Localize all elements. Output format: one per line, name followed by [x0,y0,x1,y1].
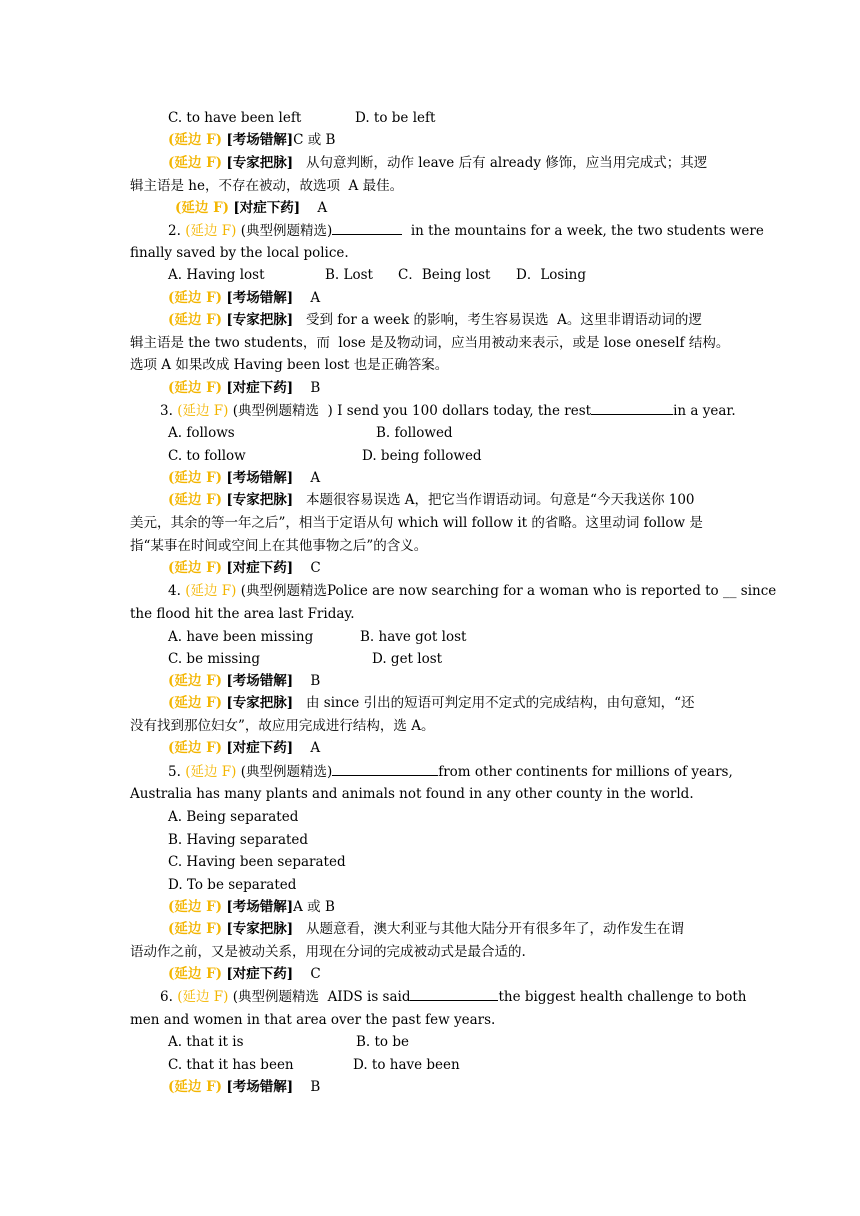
q4-options-ab [168,627,467,647]
region-tag: (延边 F) [168,312,223,328]
q5-option-c: C. Having been separated [168,854,346,870]
q3-stem-text-end: in a year. [673,403,736,419]
q6-stem-line1 [160,986,747,1007]
q4-option-b: B. have got lost [360,629,467,645]
q5-option-a: A. Being separated [168,809,299,825]
region-tag: (延边 F) [168,1079,223,1095]
q2-expert-line3: 选项 A 如果改成 Having been lost 也是正确答案。 [130,357,449,373]
q3-error-answer: A [310,470,321,486]
q5-cure-line [168,964,321,984]
q4-expert-line2: 没有找到那位妇女”，故应用完成进行结构，选 A。 [130,718,435,734]
region-tag: (延边 F) [168,492,223,508]
q2-option-b: B. Lost [325,267,373,283]
region-tag: (延边 F) [168,155,223,171]
q4-error-line [168,671,320,691]
error-label: [考场错解] [226,673,294,689]
q1-expert-text: 从句意判断，动作 leave 后有 already 修饰，应当用完成式；其逻 [306,155,708,171]
region-tag: (延边 F) [168,290,223,306]
q1-cure-line [175,198,327,218]
q1-error-answer: C 或 B [293,132,336,148]
q3-expert-text: 本题很容易误选 A，把它当作谓语动词。句意是“今天我送你 100 [306,492,695,508]
region-tag: (延边 F) [175,200,230,216]
q3-option-a: A. follows [168,425,235,441]
q3-options-ab [168,423,453,443]
q2-expert-line2: 辑主语是 the two students，而 lose 是及物动词，应当用被动来表示，或是 lose oneself 结构。 [130,335,730,351]
answer-blank [332,220,402,235]
question-number: 4. [168,583,181,599]
q3-error-line [168,468,320,488]
q2-expert-text: 受到 for a week 的影响，考生容易误选 A。这里非谓语动词的逻 [306,312,702,328]
expert-label: [专家把脉] [226,695,294,711]
cure-label: [对症下药] [226,966,294,982]
q6-option-d: D. to have been [353,1057,460,1073]
expert-label: [专家把脉] [226,155,294,171]
error-label: [考场错解] [226,470,294,486]
q4-option-d: D. get lost [372,651,443,667]
q5-error-line [168,897,335,917]
q4-expert-line1 [168,693,695,713]
q5-expert-text: 从题意看，澳大利亚与其他大陆分开有很多年了，动作发生在谓 [306,921,685,937]
question-source: (典型例题精选 [240,583,327,599]
q4-option-c: C. be missing [168,651,260,667]
error-label: [考场错解] [226,899,294,915]
answer-blank [332,761,438,776]
error-label: [考场错解] [226,290,294,306]
q6-stem-text-end: the biggest health challenge to both [498,989,747,1005]
q5-option-d: D. To be separated [168,877,297,893]
q1-options-cd [168,108,436,128]
question-number: 6. [160,989,173,1005]
q4-options-cd [168,649,443,669]
region-tag: (延边 F) [168,380,223,396]
q6-error-line [168,1077,320,1097]
q5-expert-line2: 语动作之前，又是被动关系，用现在分词的完成被动式是最合适的. [130,944,526,960]
error-label: [考场错解] [226,1079,294,1095]
q3-option-d: D. being followed [362,448,482,464]
region-tag: (延边 F) [185,764,237,780]
q1-option-d: D. to be left [355,110,436,126]
region-tag: (延边 F) [185,583,237,599]
question-source: (典型例题精选 ) [232,403,333,419]
q2-cure-answer: B [310,380,321,396]
q3-option-b: B. followed [376,425,453,441]
question-number: 5. [168,764,181,780]
region-tag: (延边 F) [168,695,223,711]
q2-stem-line2: finally saved by the local police. [130,245,349,261]
cure-label: [对症下药] [226,560,294,576]
region-tag: (延边 F) [168,470,223,486]
q4-cure-line [168,738,320,758]
q2-stem-text: in the mountains for a week, the two students were [410,223,764,239]
q4-stem-line2: the flood hit the area last Friday. [130,606,355,622]
q1-expert-line1 [168,153,707,173]
q5-stem-line1 [168,761,733,782]
q3-expert-line3: 指“某事在时间或空间上在其他事物之后”的含义。 [130,538,428,554]
region-tag: (延边 F) [168,560,223,576]
q2-error-answer: A [310,290,321,306]
region-tag: (延边 F) [185,223,237,239]
q3-stem-text: I send you 100 dollars today, the rest [337,403,592,419]
q1-cure-answer: A [317,200,328,216]
q3-expert-line1 [168,490,695,510]
q3-option-c: C. to follow [168,448,246,464]
q2-cure-line [168,378,320,398]
question-source: (典型例题精选) [240,223,333,239]
q4-stem-text: Police are now searching for a woman who is reported to __ since [326,583,777,599]
expert-label: [专家把脉] [226,312,294,328]
q4-option-a: A. have been missing [168,629,314,645]
q6-options-ab [168,1032,409,1052]
region-tag: (延边 F) [168,673,223,689]
q6-option-a: A. that it is [168,1034,244,1050]
q2-option-d: D．Losing [516,267,586,283]
question-number: 2. [168,223,181,239]
answer-blank [410,986,498,1001]
q2-options [168,265,586,285]
expert-label: [专家把脉] [226,921,294,937]
q2-option-c: C．Being lost [398,267,491,283]
q4-expert-text: 由 since 引出的短语可判定用不定式的完成结构，由句意知，“还 [306,695,695,711]
error-label: [考场错解] [226,132,294,148]
expert-label: [专家把脉] [226,492,294,508]
q4-cure-answer: A [310,740,321,756]
q2-error-line [168,288,320,308]
q1-option-c: C. to have been left [168,110,302,126]
region-tag: (延边 F) [168,921,223,937]
q2-expert-line1 [168,310,702,330]
q2-option-a: A. Having lost [168,267,265,283]
question-source: (典型例题精选 [232,989,319,1005]
region-tag: (延边 F) [168,899,223,915]
q5-stem-line2: Australia has many plants and animals not found in any other county in the world. [130,786,694,802]
region-tag: (延边 F) [168,132,223,148]
question-number: 3. [160,403,173,419]
q5-cure-answer: C [310,966,321,982]
q6-option-c: C. that it has been [168,1057,294,1073]
q3-cure-answer: C [310,560,321,576]
region-tag: (延边 F) [168,966,223,982]
q3-expert-line2: 美元，其余的等一年之后”，相当于定语从句 which will follow it 的省略。这里动词 follow 是 [130,515,703,531]
q6-option-b: B. to be [356,1034,409,1050]
region-tag: (延边 F) [177,403,229,419]
q5-stem-text: from other continents for millions of years, [438,764,733,780]
q1-error-line [168,130,335,150]
answer-blank [591,400,673,415]
q6-stem-line2: men and women in that area over the past few years. [130,1012,496,1028]
cure-label: [对症下药] [233,200,301,216]
q3-options-cd [168,446,482,466]
q5-error-answer: A 或 B [293,899,335,915]
q3-stem-line1 [160,400,736,421]
cure-label: [对症下药] [226,380,294,396]
cure-label: [对症下药] [226,740,294,756]
question-source: (典型例题精选) [240,764,333,780]
q5-option-b: B. Having separated [168,832,309,848]
q1-expert-line2: 辑主语是 he，不存在被动，故选项 A 最佳。 [130,178,404,194]
q6-error-answer: B [310,1079,321,1095]
region-tag: (延边 F) [177,989,229,1005]
q6-options-cd [168,1055,460,1075]
q4-stem-line1 [168,581,776,601]
region-tag: (延边 F) [168,740,223,756]
q5-expert-line1 [168,919,684,939]
q2-stem-line1 [168,220,764,241]
q4-error-answer: B [310,673,321,689]
q6-stem-text: AIDS is said [327,989,411,1005]
q3-cure-line [168,558,321,578]
